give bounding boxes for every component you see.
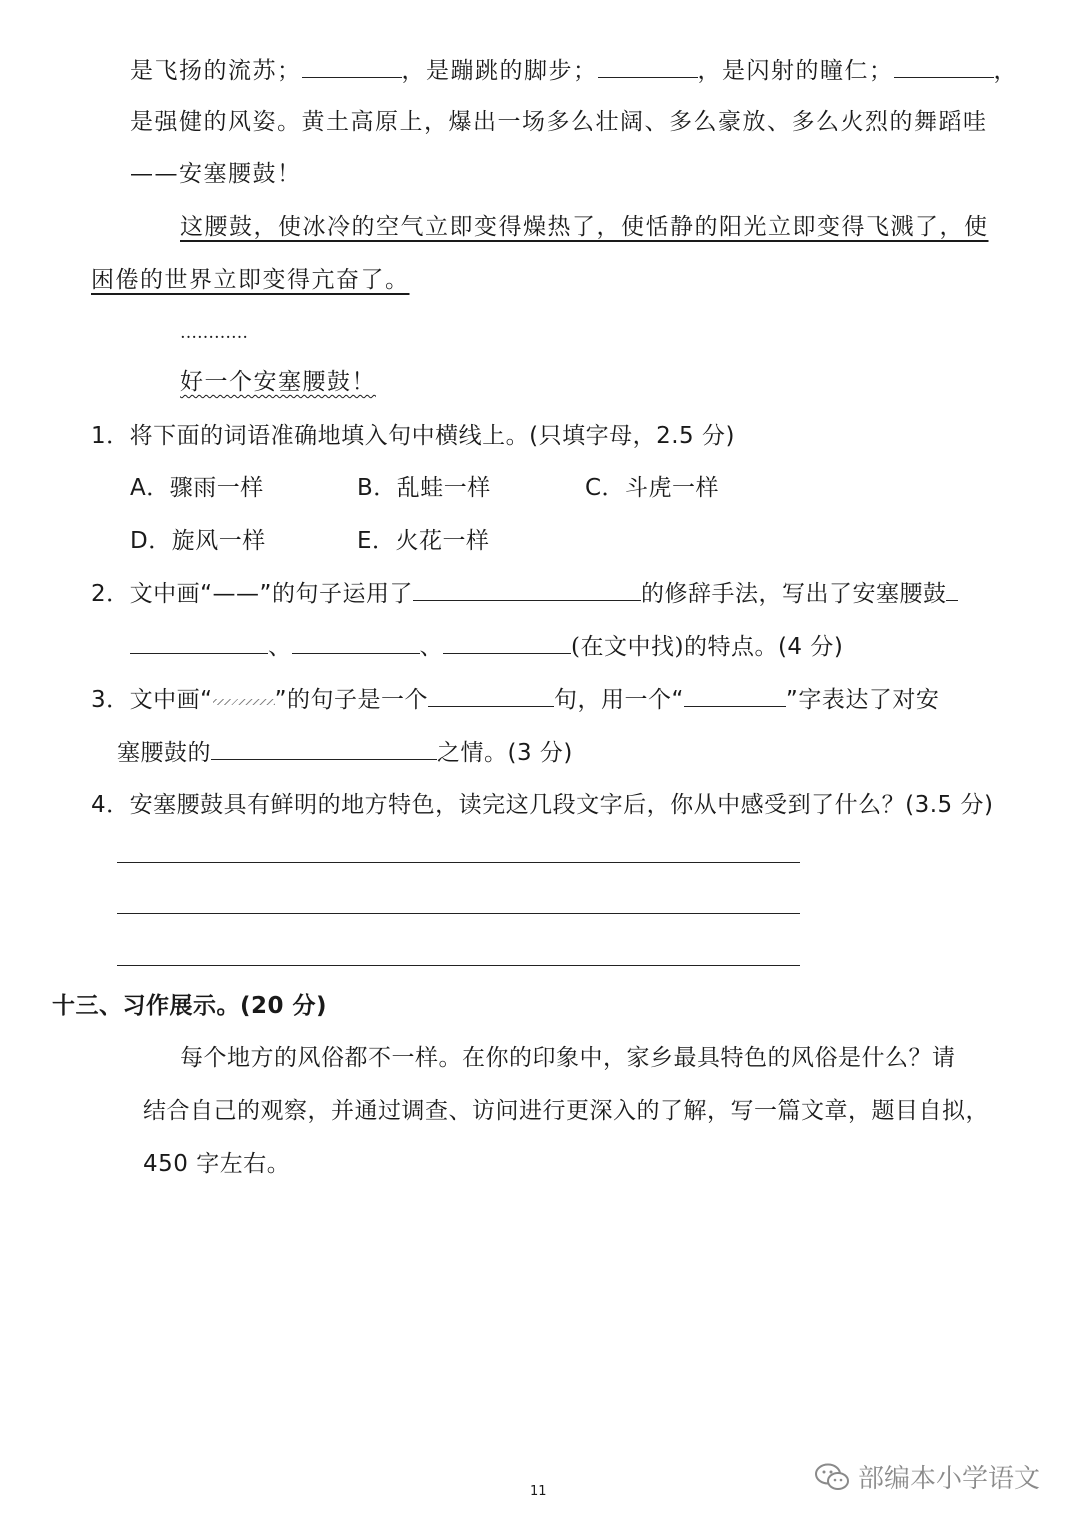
answer-line-2[interactable] (117, 913, 800, 914)
blank-2[interactable] (598, 55, 698, 78)
option-c: C．斗虎一样 (585, 475, 720, 501)
q3-blank-character[interactable] (684, 684, 786, 707)
q2-blank-feature-3[interactable] (443, 631, 571, 654)
option-e: E．火花一样 (357, 528, 490, 554)
q2-blank-rhetoric[interactable] (413, 578, 641, 601)
answer-line-3[interactable] (117, 965, 800, 966)
question-3-line-1: 3．文中画“ ”的句子是一个 句，用一个“ ”字表达了对安 (91, 684, 939, 715)
watermark (814, 1458, 1040, 1495)
passage-line-3: ——安塞腰鼓！ (130, 161, 302, 187)
q2-blank-trail[interactable] (946, 578, 958, 601)
option-a: A．骤雨一样 (130, 475, 264, 501)
blank-3[interactable] (894, 55, 994, 78)
question-4-stem: 4．安塞腰鼓具有鲜明的地方特色，读完这几段文字后，你从中感受到了什么？(3.5 分) (91, 792, 994, 818)
watermark-text: 部编本小学语文 (858, 1464, 1041, 1494)
section-13-line-2: 结合自己的观察，并通过调查、访问进行更深入的了解，写一篇文章，题目自拟， (143, 1098, 989, 1124)
underlined-sentence-line-1: 这腰鼓，使冰冷的空气立即变得燥热了，使恬静的阳光立即变得飞溅了，使 (180, 214, 989, 240)
blank-1[interactable] (302, 55, 402, 78)
passage-line-2: 是强健的风姿。黄土高原上，爆出一场多么壮阔、多么豪放、多么火烈的舞蹈哇 (130, 109, 988, 135)
page-number: 11 (530, 1484, 547, 1499)
option-b: B．乱蛙一样 (357, 475, 491, 501)
question-2-line-1: 2．文中画“——”的句子运用了 的修辞手法，写出了安塞腰鼓 (91, 578, 958, 609)
underlined-sentence-line-2: 困倦的世界立即变得亢奋了。 (91, 267, 410, 293)
q2-blank-feature-1[interactable] (130, 631, 268, 654)
passage-line-1: 是飞扬的流苏； ，是蹦跳的脚步； ，是闪射的瞳仁； ， (130, 55, 1018, 86)
section-13-heading: 十三、习作展示。(20 分) (52, 993, 328, 1019)
question-3-line-2: 塞腰鼓的 之情。(3 分) (117, 737, 573, 768)
section-13-line-3: 450 字左右。 (143, 1151, 291, 1177)
question-2-line-2: 、 、 (在文中找)的特点。(4 分) (130, 631, 843, 662)
option-d: D．旋风一样 (130, 528, 266, 554)
section-13-line-1: 每个地方的风俗都不一样。在你的印象中，家乡最具特色的风俗是什么？请 (180, 1045, 956, 1071)
answer-line-1[interactable] (117, 862, 800, 863)
ellipsis: ………… (180, 323, 248, 343)
q3-blank-emotion[interactable] (211, 737, 437, 760)
wechat-icon (814, 1462, 850, 1492)
wavy-underlined-sentence: 好一个安塞腰鼓！ (180, 369, 376, 395)
q2-blank-feature-2[interactable] (292, 631, 420, 654)
question-1-stem: 1．将下面的词语准确地填入句中横线上。(只填字母，2.5 分) (91, 423, 735, 449)
wavy-line-mark (213, 685, 275, 707)
q3-blank-sentence-type[interactable] (428, 684, 554, 707)
